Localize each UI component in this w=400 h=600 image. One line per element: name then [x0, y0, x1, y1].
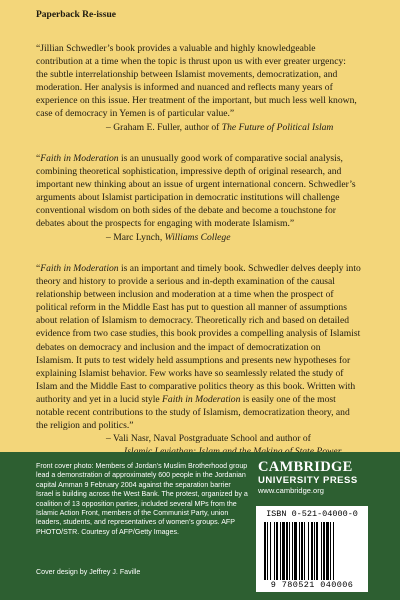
- barcode-bar: [311, 522, 313, 580]
- quote-line: the subtle interrelationship between Islamist movements, democratization, and: [36, 69, 338, 81]
- quote-line: debates on democracy and inclusion and the impact of democratization on: [36, 341, 321, 353]
- barcode-bar: [289, 522, 290, 580]
- barcode-bar: [282, 522, 285, 580]
- cover-design-credit: Cover design by Jeffrey J. Faville: [36, 568, 141, 576]
- quote-line: about relation of Islamism to democracy. Theoretically rich and based on detailed: [36, 315, 350, 327]
- quote-line: authority and yet in a lucid style Faith in Moderation is easily one of the most: [36, 393, 336, 405]
- quote-line: notable recent contributions to the study of Islamism, democratization theory, and: [36, 407, 350, 419]
- quote-line: “Faith in Moderation is an unusually good work of comparative social analysis,: [36, 153, 343, 164]
- barcode-bar: [270, 522, 271, 580]
- quote-line: combining theoretical sophistication, impressive depth of original research, and: [36, 166, 342, 178]
- barcode-bar: [294, 522, 297, 580]
- barcode-bar: [267, 522, 268, 580]
- publisher-name: CAMBRIDGE: [258, 459, 353, 475]
- quote-attribution: – Marc Lynch, Williams College: [106, 231, 231, 243]
- barcode-bar: [321, 522, 322, 580]
- barcode-bar: [276, 522, 278, 580]
- quote-line: debates about the prospects for engaging with moderate Islamism.”: [36, 218, 295, 230]
- barcode-bar: [301, 522, 303, 580]
- quote-line: political reform in the Middle East has put to question all manner of assumptions: [36, 302, 347, 314]
- barcode-bar: [304, 522, 305, 580]
- barcode-bar: [330, 522, 331, 580]
- publisher-logo: [258, 460, 378, 495]
- quote-line: theory and history to provide a serious and in-depth examination of the causal: [36, 276, 335, 288]
- quote-line: important new thinking about an issue of urgent international concern. Schwedler’s: [36, 179, 356, 191]
- barcode-bar: [299, 522, 300, 580]
- quote-line: contribution at a time when the topic is thrust upon us with ever greater urgency:: [36, 56, 346, 68]
- isbn-text: ISBN 0-521-04000-0: [266, 509, 358, 519]
- barcode-bar: [316, 522, 318, 580]
- barcode: [256, 506, 368, 592]
- barcode-icon: [264, 522, 362, 580]
- quote-attribution: – Vali Nasr, Naval Postgraduate School and author of: [106, 433, 311, 445]
- isbn-digits: 9 780521 040006: [270, 580, 354, 590]
- quote-line: conventional wisdom on both sides of the debate and become a touchstone for: [36, 205, 336, 217]
- quote-line: explaining Islamist behavior. Few works have so seamlessly related the study of: [36, 367, 344, 379]
- quote-line: relationship between inclusion and moderation at a time when the prospect of: [36, 289, 334, 301]
- footer-band: [0, 452, 400, 600]
- endorsement-quote-2: [36, 152, 372, 244]
- endorsement-quote-1: [36, 42, 372, 134]
- endorsement-quote-3: [36, 262, 372, 458]
- quote-line: Islamism. It puts to test widely held assumptions and presents new hypotheses for: [36, 354, 351, 366]
- quote-line: case of democracy in Yemen is of particular value.”: [36, 108, 235, 120]
- quote-line: experience on this issue. Her treatment of the important, but much less well known,: [36, 95, 357, 107]
- quote-line: evidence from two case studies, this book provides a compelling analysis of Islamist: [36, 328, 361, 340]
- barcode-bar: [274, 522, 275, 580]
- barcode-bar: [314, 522, 315, 580]
- quote-line: moderation. Her analysis is informed and nuanced and reflects many years of: [36, 82, 333, 94]
- barcode-bar: [323, 522, 325, 580]
- barcode-bar: [286, 522, 288, 580]
- quote-line: the religion and politics.”: [36, 420, 134, 432]
- cover-photo-credit: Front cover photo: Members of Jordan’s Muslim Brotherhood group lead a demonstration of approximately 600 people in the Jordanian capital Amman 9 February 2004 against the separation barrier Israel is building across the West Bank. The protest, organized by a coalition of 13 opposition parties, included several MPs from the Islamic Action Front, members of the Communist Party, union leaders, students, and representatives of women’s groups. AFP PHOTO/STR. Courtesy of AFP/Getty Images.: [36, 462, 248, 536]
- quote-line: “Jillian Schwedler’s book provides a valuable and highly knowledgeable: [36, 43, 316, 54]
- barcode-bar: [280, 522, 281, 580]
- barcode-bar: [292, 522, 293, 580]
- barcode-bar: [264, 522, 266, 580]
- publisher-subtitle: UNIVERSITY PRESS: [258, 475, 358, 486]
- quote-attribution: – Graham E. Fuller, author of The Future of Political Islam: [106, 121, 334, 133]
- barcode-bar: [333, 522, 334, 580]
- edition-label: Paperback Re-issue: [36, 10, 116, 20]
- quote-line: “Faith in Moderation is an important and timely book. Schwedler delves deeply into: [36, 263, 361, 274]
- quote-line: arguments about Islamist participation in democratic institutions will challenge: [36, 192, 340, 204]
- barcode-bar: [308, 522, 309, 580]
- publisher-url: www.cambridge.org: [258, 486, 324, 495]
- barcode-bar: [326, 522, 329, 580]
- quote-line: Islam and the Middle East to comparative politics theory as this book. Written with: [36, 380, 356, 392]
